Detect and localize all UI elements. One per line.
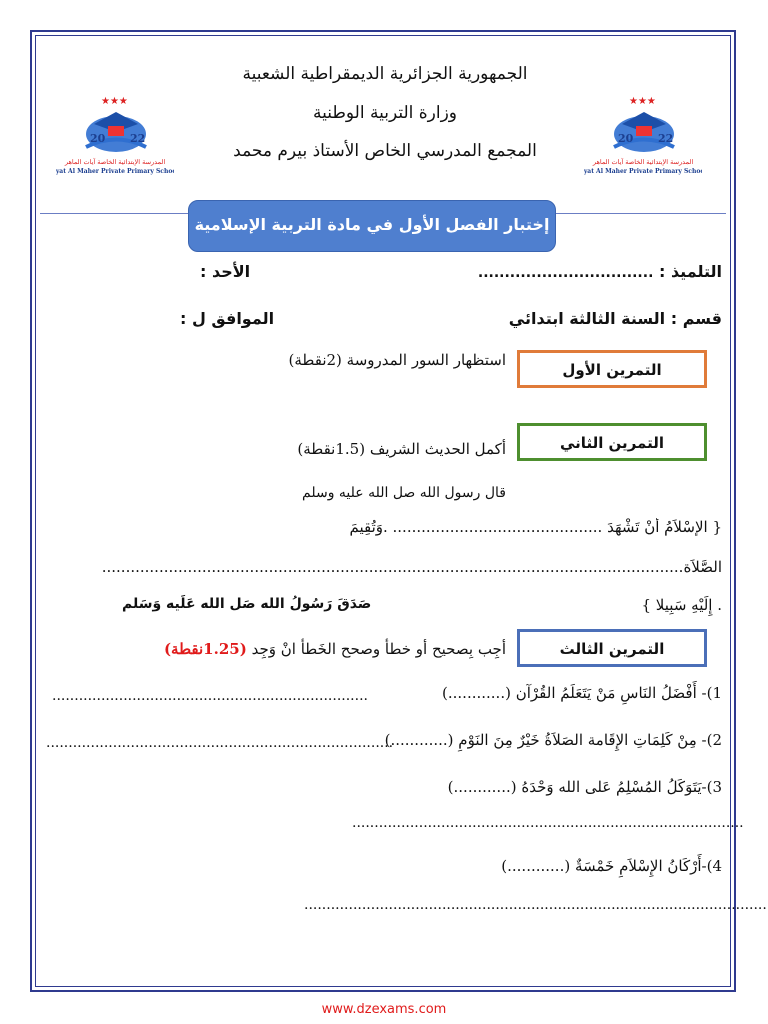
answer-2-field[interactable]: .............................................................................. — [46, 735, 394, 751]
logo-school-ar: المدرسة الإبتدائية الخاصة آيات الماهر — [64, 158, 166, 166]
footer-website[interactable]: www.dzexams.com — [321, 1002, 447, 1017]
hadith-intro: قال رسول الله صل الله عليه وسلم — [302, 485, 506, 501]
exam-title: إختبار الفصل الأول في مادة التربية الإسلامية — [188, 200, 556, 252]
answer-4-field[interactable]: ........................................................................................................ — [304, 897, 767, 913]
header-ministry: وزارة التربية الوطنية — [312, 103, 458, 123]
logo-school-en: Ayat Al Maher Private Primary School — [584, 168, 702, 175]
hadith-closing: صَدَقَ رَسُولُ الله صَل الله عَلَيه وَسَلم — [122, 596, 372, 612]
hadith-line-1[interactable]: { الإِسْلاَمُ أَنْ تَشْهَدَ ............................................ .وَتُقِيمَ — [349, 518, 722, 536]
svg-text:★★★: ★★★ — [101, 96, 128, 107]
logo-year-left: 20 — [90, 132, 106, 145]
school-logo-right — [584, 92, 702, 178]
header-school-complex: المجمع المدرسي الخاص الأستاذ بيرم محمد — [233, 141, 537, 161]
answer-1-field[interactable]: ....................................................................... — [52, 688, 368, 704]
hadith-line-3-end: . إِلَيْهِ سَبِيلا } — [641, 596, 722, 614]
exercise3-instruction-row — [164, 640, 506, 658]
question-4: 4)-أَرْكَانُ الإِسْلاَمِ خَمْسَةٌ (............) — [501, 857, 722, 875]
exercise2-instruction: أكمل الحديث الشريف (1.5نقطة) — [297, 440, 506, 458]
exercise1-instruction: استظهار السور المدروسة (2نقطة) — [288, 351, 506, 369]
header-republic: الجمهورية الجزائرية الديمقراطية الشعبية — [242, 64, 528, 84]
answer-3-field[interactable]: ........................................................................................ — [352, 815, 744, 831]
logo-year-left: 20 — [618, 132, 634, 145]
exercise3-instruction: أجِب بِصحيح أو خطأ وصحح الخَطأ انْ وَجِد — [251, 640, 506, 658]
svg-text:★★★: ★★★ — [629, 96, 656, 107]
student-name-label: التلميذ : — [658, 262, 722, 281]
logo-year-right: 22 — [130, 132, 146, 145]
corresponds-label: الموافق ل : — [180, 309, 275, 328]
date-label: الأحد : — [200, 262, 251, 281]
student-name-field[interactable]: ................................. — [477, 265, 654, 281]
logo-school-en: Ayat Al Maher Private Primary School — [56, 168, 174, 175]
logo-year-right: 22 — [658, 132, 674, 145]
class-label: قسم : السنة الثالثة ابتدائي — [508, 309, 722, 328]
student-name-row — [478, 262, 722, 281]
hadith-line-2[interactable]: الصَّلاَة.......................................................................................................................... — [101, 558, 722, 576]
question-1: 1)- أَفْضَلُ النَاسِ مَنْ يَتَعَلَمُ القُرْآن (............) — [442, 684, 722, 702]
exercise3-points: (1.25نقطة) — [163, 640, 247, 658]
exercise3-label: التمرين الثالث — [517, 629, 707, 667]
logo-school-ar: المدرسة الإبتدائية الخاصة آيات الماهر — [592, 158, 694, 166]
exercise2-label: التمرين الثاني — [517, 423, 707, 461]
school-logo-left — [56, 92, 174, 178]
question-2: 2)- مِنْ كَلِمَاتِ الإِقَامة الصَلاَةُ خَيْرٌ مِنَ النَوْمِ (............) — [384, 731, 722, 749]
exercise1-label: التمرين الأول — [517, 350, 707, 388]
question-3: 3)-يَتَوَكَلُ المُسْلِمُ عَلى الله وَحْدَهُ (............) — [447, 778, 722, 796]
